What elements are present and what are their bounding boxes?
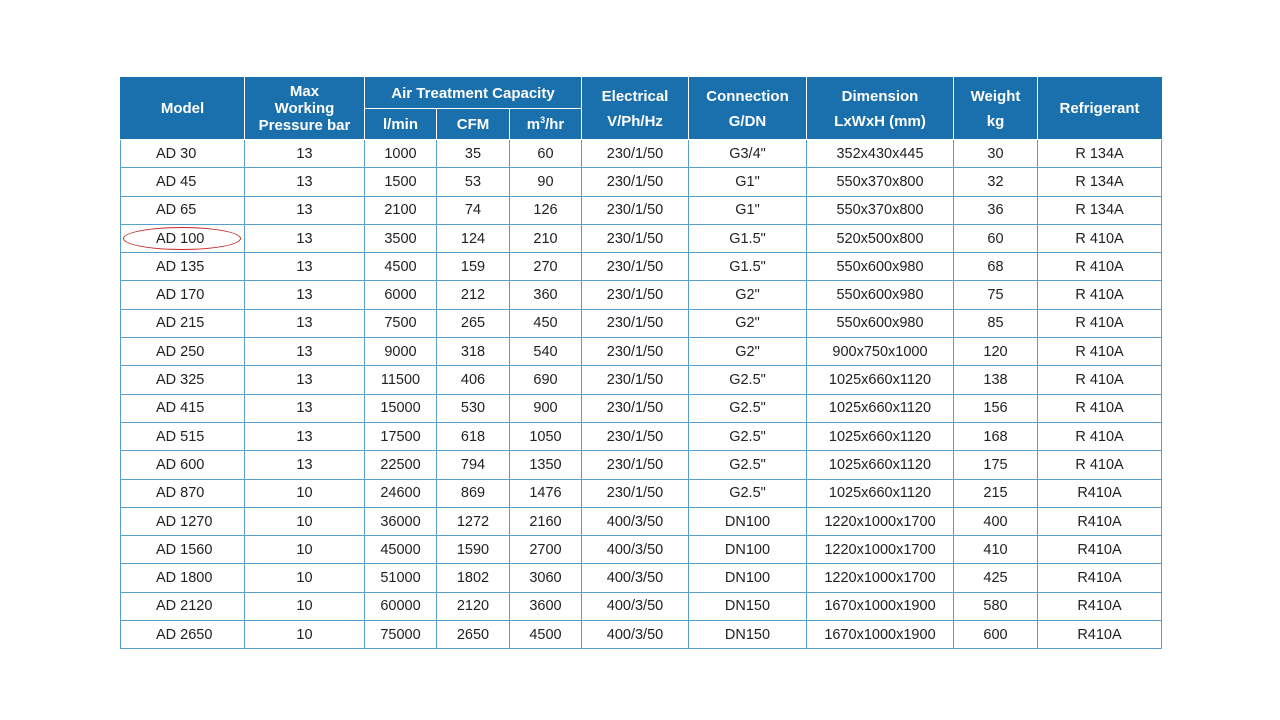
cell-m3hr: 60 (510, 140, 582, 168)
cell-weight: 60 (954, 224, 1038, 252)
cell-electrical: 230/1/50 (582, 366, 689, 394)
cell-dimension: 1220x1000x1700 (807, 536, 954, 564)
cell-connection: G1" (689, 196, 807, 224)
cell-weight: 168 (954, 422, 1038, 450)
cell-m3hr: 900 (510, 394, 582, 422)
header-m3hr-tail: /hr (545, 115, 565, 133)
table-row (121, 422, 1162, 450)
cell-pressure: 10 (245, 592, 365, 620)
table-row (121, 451, 1162, 479)
cell-m3hr: 540 (510, 338, 582, 366)
cell-refrigerant: R410A (1038, 536, 1162, 564)
cell-pressure: 10 (245, 621, 365, 649)
cell-electrical: 400/3/50 (582, 592, 689, 620)
cell-cfm: 124 (437, 224, 510, 252)
cell-m3hr: 2700 (510, 536, 582, 564)
cell-weight: 120 (954, 338, 1038, 366)
cell-cfm: 35 (437, 140, 510, 168)
cell-weight: 68 (954, 253, 1038, 281)
table-row (121, 366, 1162, 394)
cell-electrical: 230/1/50 (582, 309, 689, 337)
cell-cfm: 53 (437, 168, 510, 196)
cell-model: AD 215 (121, 309, 245, 337)
cell-lmin: 1500 (365, 168, 437, 196)
cell-connection: G2.5" (689, 451, 807, 479)
header-dimension-unit: LxWxH (mm) (834, 112, 926, 130)
table-row (121, 536, 1162, 564)
header-weight-unit: kg (986, 112, 1005, 130)
cell-dimension: 1025x660x1120 (807, 366, 954, 394)
cell-model: AD 45 (121, 168, 245, 196)
cell-weight: 36 (954, 196, 1038, 224)
cell-cfm: 1590 (437, 536, 510, 564)
cell-lmin: 45000 (365, 536, 437, 564)
cell-lmin: 2100 (365, 196, 437, 224)
cell-refrigerant: R 410A (1038, 422, 1162, 450)
cell-model: AD 65 (121, 196, 245, 224)
cell-model: AD 870 (121, 479, 245, 507)
cell-weight: 30 (954, 140, 1038, 168)
cell-weight: 32 (954, 168, 1038, 196)
cell-model: AD 250 (121, 338, 245, 366)
cell-m3hr: 360 (510, 281, 582, 309)
cell-dimension: 550x600x980 (807, 309, 954, 337)
table-row (121, 224, 1162, 252)
cell-lmin: 9000 (365, 338, 437, 366)
cell-weight: 425 (954, 564, 1038, 592)
cell-refrigerant: R 410A (1038, 281, 1162, 309)
header-refrigerant: Refrigerant (1038, 78, 1162, 140)
table-row (121, 196, 1162, 224)
cell-refrigerant: R 410A (1038, 394, 1162, 422)
cell-connection: DN150 (689, 592, 807, 620)
cell-model: AD 170 (121, 281, 245, 309)
header-electrical-label: Electrical (601, 87, 669, 105)
cell-pressure: 13 (245, 196, 365, 224)
cell-connection: G1.5" (689, 253, 807, 281)
cell-model: AD 325 (121, 366, 245, 394)
cell-pressure: 13 (245, 281, 365, 309)
cell-m3hr: 2160 (510, 507, 582, 535)
cell-lmin: 11500 (365, 366, 437, 394)
cell-cfm: 2120 (437, 592, 510, 620)
header-max-line: Max (289, 83, 320, 100)
header-air-treatment-capacity: Air Treatment Capacity (365, 78, 582, 109)
header-dimension-label: Dimension (841, 87, 919, 105)
cell-weight: 85 (954, 309, 1038, 337)
cell-weight: 175 (954, 451, 1038, 479)
cell-m3hr: 270 (510, 253, 582, 281)
cell-electrical: 230/1/50 (582, 196, 689, 224)
cell-cfm: 869 (437, 479, 510, 507)
cell-pressure: 13 (245, 422, 365, 450)
cell-electrical: 230/1/50 (582, 140, 689, 168)
table-row (121, 564, 1162, 592)
header-m3hr-base: m (526, 115, 541, 133)
cell-connection: DN100 (689, 564, 807, 592)
cell-lmin: 3500 (365, 224, 437, 252)
cell-m3hr: 4500 (510, 621, 582, 649)
cell-refrigerant: R 134A (1038, 168, 1162, 196)
cell-dimension: 520x500x800 (807, 224, 954, 252)
table-row (121, 592, 1162, 620)
header-dimension (807, 78, 954, 140)
cell-model: AD 1270 (121, 507, 245, 535)
cell-model: AD 600 (121, 451, 245, 479)
cell-refrigerant: R 410A (1038, 309, 1162, 337)
cell-cfm: 618 (437, 422, 510, 450)
table-row (121, 479, 1162, 507)
cell-refrigerant: R410A (1038, 592, 1162, 620)
table-row (121, 507, 1162, 535)
cell-lmin: 51000 (365, 564, 437, 592)
header-weight-label: Weight (970, 87, 1021, 105)
cell-connection: G2.5" (689, 479, 807, 507)
table-body (121, 140, 1162, 649)
cell-pressure: 13 (245, 338, 365, 366)
cell-weight: 75 (954, 281, 1038, 309)
cell-refrigerant: R410A (1038, 621, 1162, 649)
cell-connection: G1.5" (689, 224, 807, 252)
header-model: Model (121, 78, 245, 140)
cell-connection: DN150 (689, 621, 807, 649)
cell-cfm: 530 (437, 394, 510, 422)
header-pressure-bar-line: Pressure bar (258, 117, 351, 134)
cell-cfm: 318 (437, 338, 510, 366)
cell-m3hr: 450 (510, 309, 582, 337)
cell-cfm: 2650 (437, 621, 510, 649)
header-m3hr-sup: 3 (540, 114, 546, 125)
cell-pressure: 13 (245, 140, 365, 168)
cell-weight: 580 (954, 592, 1038, 620)
cell-weight: 400 (954, 507, 1038, 535)
cell-dimension: 550x600x980 (807, 253, 954, 281)
cell-dimension: 1025x660x1120 (807, 479, 954, 507)
cell-dimension: 1670x1000x1900 (807, 592, 954, 620)
cell-model: AD 1800 (121, 564, 245, 592)
cell-dimension: 1025x660x1120 (807, 451, 954, 479)
cell-connection: G2.5" (689, 366, 807, 394)
cell-m3hr: 90 (510, 168, 582, 196)
cell-connection: G2.5" (689, 422, 807, 450)
cell-electrical: 230/1/50 (582, 394, 689, 422)
cell-model: AD 2120 (121, 592, 245, 620)
table-header (121, 78, 1162, 140)
cell-lmin: 1000 (365, 140, 437, 168)
cell-model: AD 2650 (121, 621, 245, 649)
cell-connection: DN100 (689, 507, 807, 535)
cell-electrical: 400/3/50 (582, 621, 689, 649)
cell-cfm: 406 (437, 366, 510, 394)
cell-refrigerant: R 134A (1038, 196, 1162, 224)
cell-dimension: 550x370x800 (807, 196, 954, 224)
cell-connection: G2" (689, 281, 807, 309)
cell-electrical: 400/3/50 (582, 507, 689, 535)
cell-model: AD 30 (121, 140, 245, 168)
cell-m3hr: 1050 (510, 422, 582, 450)
table-row (121, 253, 1162, 281)
cell-electrical: 230/1/50 (582, 451, 689, 479)
cell-electrical: 230/1/50 (582, 281, 689, 309)
cell-model: AD 515 (121, 422, 245, 450)
cell-electrical: 230/1/50 (582, 224, 689, 252)
header-weight (954, 78, 1038, 140)
cell-pressure: 10 (245, 479, 365, 507)
cell-pressure: 13 (245, 224, 365, 252)
cell-pressure: 13 (245, 253, 365, 281)
table-row (121, 168, 1162, 196)
cell-electrical: 400/3/50 (582, 564, 689, 592)
cell-pressure: 10 (245, 536, 365, 564)
cell-m3hr: 1350 (510, 451, 582, 479)
cell-electrical: 230/1/50 (582, 338, 689, 366)
cell-dimension: 550x600x980 (807, 281, 954, 309)
cell-electrical: 230/1/50 (582, 422, 689, 450)
table-row (121, 281, 1162, 309)
cell-cfm: 1802 (437, 564, 510, 592)
cell-cfm: 265 (437, 309, 510, 337)
cell-dimension: 1670x1000x1900 (807, 621, 954, 649)
cell-model: AD 100 (121, 224, 245, 252)
cell-dimension: 1220x1000x1700 (807, 507, 954, 535)
cell-refrigerant: R 410A (1038, 366, 1162, 394)
cell-m3hr: 3600 (510, 592, 582, 620)
cell-lmin: 4500 (365, 253, 437, 281)
header-connection (689, 78, 807, 140)
cell-lmin: 36000 (365, 507, 437, 535)
header-connection-label: Connection (706, 87, 789, 105)
cell-cfm: 1272 (437, 507, 510, 535)
cell-connection: DN100 (689, 536, 807, 564)
cell-pressure: 13 (245, 168, 365, 196)
cell-m3hr: 210 (510, 224, 582, 252)
header-electrical (582, 78, 689, 140)
header-cfm: CFM (437, 109, 510, 140)
cell-weight: 138 (954, 366, 1038, 394)
cell-refrigerant: R 410A (1038, 451, 1162, 479)
cell-pressure: 13 (245, 451, 365, 479)
cell-dimension: 1220x1000x1700 (807, 564, 954, 592)
header-m3hr (510, 109, 582, 140)
table-row (121, 338, 1162, 366)
cell-refrigerant: R 410A (1038, 224, 1162, 252)
header-max-working-pressure (245, 78, 365, 140)
cell-electrical: 230/1/50 (582, 479, 689, 507)
cell-pressure: 10 (245, 564, 365, 592)
cell-dimension: 550x370x800 (807, 168, 954, 196)
header-connection-unit: G/DN (728, 112, 767, 130)
cell-lmin: 22500 (365, 451, 437, 479)
cell-lmin: 17500 (365, 422, 437, 450)
cell-pressure: 10 (245, 507, 365, 535)
table-row (121, 621, 1162, 649)
cell-pressure: 13 (245, 394, 365, 422)
cell-connection: G2.5" (689, 394, 807, 422)
red-circle-annotation (123, 227, 241, 250)
cell-pressure: 13 (245, 309, 365, 337)
cell-dimension: 1025x660x1120 (807, 394, 954, 422)
cell-refrigerant: R 410A (1038, 253, 1162, 281)
cell-electrical: 400/3/50 (582, 536, 689, 564)
cell-lmin: 24600 (365, 479, 437, 507)
cell-lmin: 75000 (365, 621, 437, 649)
cell-model: AD 415 (121, 394, 245, 422)
cell-weight: 410 (954, 536, 1038, 564)
table-row (121, 140, 1162, 168)
cell-connection: G2" (689, 338, 807, 366)
cell-model: AD 1560 (121, 536, 245, 564)
spec-table (120, 77, 1162, 649)
cell-lmin: 15000 (365, 394, 437, 422)
cell-dimension: 352x430x445 (807, 140, 954, 168)
cell-weight: 215 (954, 479, 1038, 507)
cell-connection: G3/4" (689, 140, 807, 168)
cell-connection: G2" (689, 309, 807, 337)
cell-cfm: 212 (437, 281, 510, 309)
cell-refrigerant: R410A (1038, 507, 1162, 535)
cell-weight: 600 (954, 621, 1038, 649)
cell-electrical: 230/1/50 (582, 168, 689, 196)
cell-lmin: 6000 (365, 281, 437, 309)
table-row (121, 309, 1162, 337)
cell-m3hr: 1476 (510, 479, 582, 507)
cell-dimension: 900x750x1000 (807, 338, 954, 366)
cell-electrical: 230/1/50 (582, 253, 689, 281)
cell-refrigerant: R 410A (1038, 338, 1162, 366)
cell-cfm: 794 (437, 451, 510, 479)
cell-dimension: 1025x660x1120 (807, 422, 954, 450)
cell-pressure: 13 (245, 366, 365, 394)
cell-refrigerant: R 134A (1038, 140, 1162, 168)
cell-weight: 156 (954, 394, 1038, 422)
header-lmin: l/min (365, 109, 437, 140)
cell-connection: G1" (689, 168, 807, 196)
cell-m3hr: 3060 (510, 564, 582, 592)
header-electrical-unit: V/Ph/Hz (607, 112, 663, 130)
cell-model: AD 135 (121, 253, 245, 281)
cell-refrigerant: R410A (1038, 564, 1162, 592)
cell-lmin: 60000 (365, 592, 437, 620)
cell-m3hr: 126 (510, 196, 582, 224)
cell-refrigerant: R410A (1038, 479, 1162, 507)
cell-cfm: 159 (437, 253, 510, 281)
header-working-line: Working (274, 100, 335, 117)
cell-lmin: 7500 (365, 309, 437, 337)
cell-m3hr: 690 (510, 366, 582, 394)
cell-cfm: 74 (437, 196, 510, 224)
table-row (121, 394, 1162, 422)
